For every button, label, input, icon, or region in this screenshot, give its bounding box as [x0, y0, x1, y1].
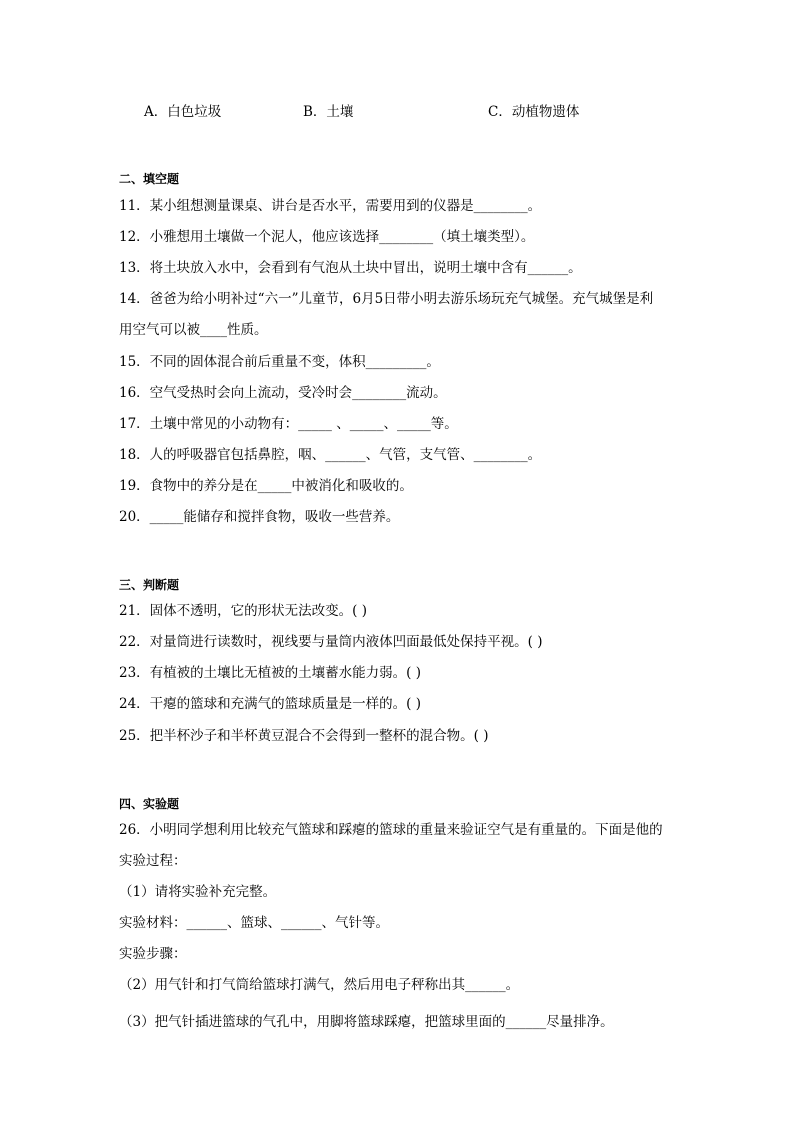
question-14-line2: 用空气可以被____性质。: [119, 322, 268, 338]
question-26-part2: （2）用气针和打气筒给篮球打满气，然后用电子秤称出其______。: [119, 977, 520, 993]
question-18: 18．人的呼吸器官包括鼻腔，咽、______、气管，支气管、________。: [119, 447, 542, 463]
question-26-line1: 26．小明同学想利用比较充气篮球和踩瘪的篮球的重量来验证空气是有重量的。下面是他的: [119, 822, 663, 838]
question-24: 24．干瘪的篮球和充满气的篮球质量是一样的。( ): [119, 696, 422, 712]
choice-c: C．动植物遗体: [488, 104, 580, 120]
question-12: 12．小雅想用土壤做一个泥人，他应该选择________（填土壤类型）。: [119, 229, 535, 245]
question-13: 13．将土块放入水中，会看到有气泡从土块中冒出，说明土壤中含有______。: [119, 260, 582, 276]
question-19: 19．食物中的养分是在_____中被消化和吸收的。: [119, 478, 413, 494]
question-26-steps-label: 实验步骤：: [119, 946, 187, 962]
question-20: 20．_____能储存和搅拌食物，吸收一些营养。: [119, 509, 400, 525]
question-25: 25．把半杯沙子和半杯黄豆混合不会得到一整杯的混合物。( ): [119, 728, 489, 744]
question-26-materials: 实验材料：______、篮球、______、气针等。: [119, 915, 389, 931]
question-14-line1: 14．爸爸为给小明补过“六一”儿童节，6月5日带小明去游乐场玩充气城堡。充气城堡是利: [119, 291, 654, 307]
section-heading-experiment: 四、实验题: [119, 797, 180, 811]
choice-b: B．土壤: [303, 104, 354, 120]
question-21: 21．固体不透明，它的形状无法改变。( ): [119, 603, 368, 619]
question-15: 15．不同的固体混合前后重量不变，体积_________。: [119, 354, 440, 370]
choice-a: A．白色垃圾: [144, 104, 222, 120]
section-heading-fill: 二、填空题: [119, 172, 180, 186]
question-16: 16．空气受热时会向上流动，受冷时会________流动。: [119, 385, 447, 401]
section-heading-judge: 三、判断题: [119, 578, 180, 592]
question-11: 11．某小组想测量课桌、讲台是否水平，需要用到的仪器是________。: [119, 198, 542, 214]
question-17: 17．土壤中常见的小动物有：_____ 、_____、_____等。: [119, 416, 458, 432]
question-26-part1: （1）请将实验补充完整。: [119, 884, 277, 900]
question-26-part3: （3）把气针插进篮球的气孔中，用脚将篮球踩瘪，把篮球里面的______尽量排净。: [119, 1014, 614, 1030]
question-26-line2: 实验过程：: [119, 853, 187, 869]
question-22: 22．对量筒进行读数时，视线要与量筒内液体凹面最低处保持平视。( ): [119, 634, 543, 650]
question-23: 23．有植被的土壤比无植被的土壤蓄水能力弱。( ): [119, 665, 422, 681]
